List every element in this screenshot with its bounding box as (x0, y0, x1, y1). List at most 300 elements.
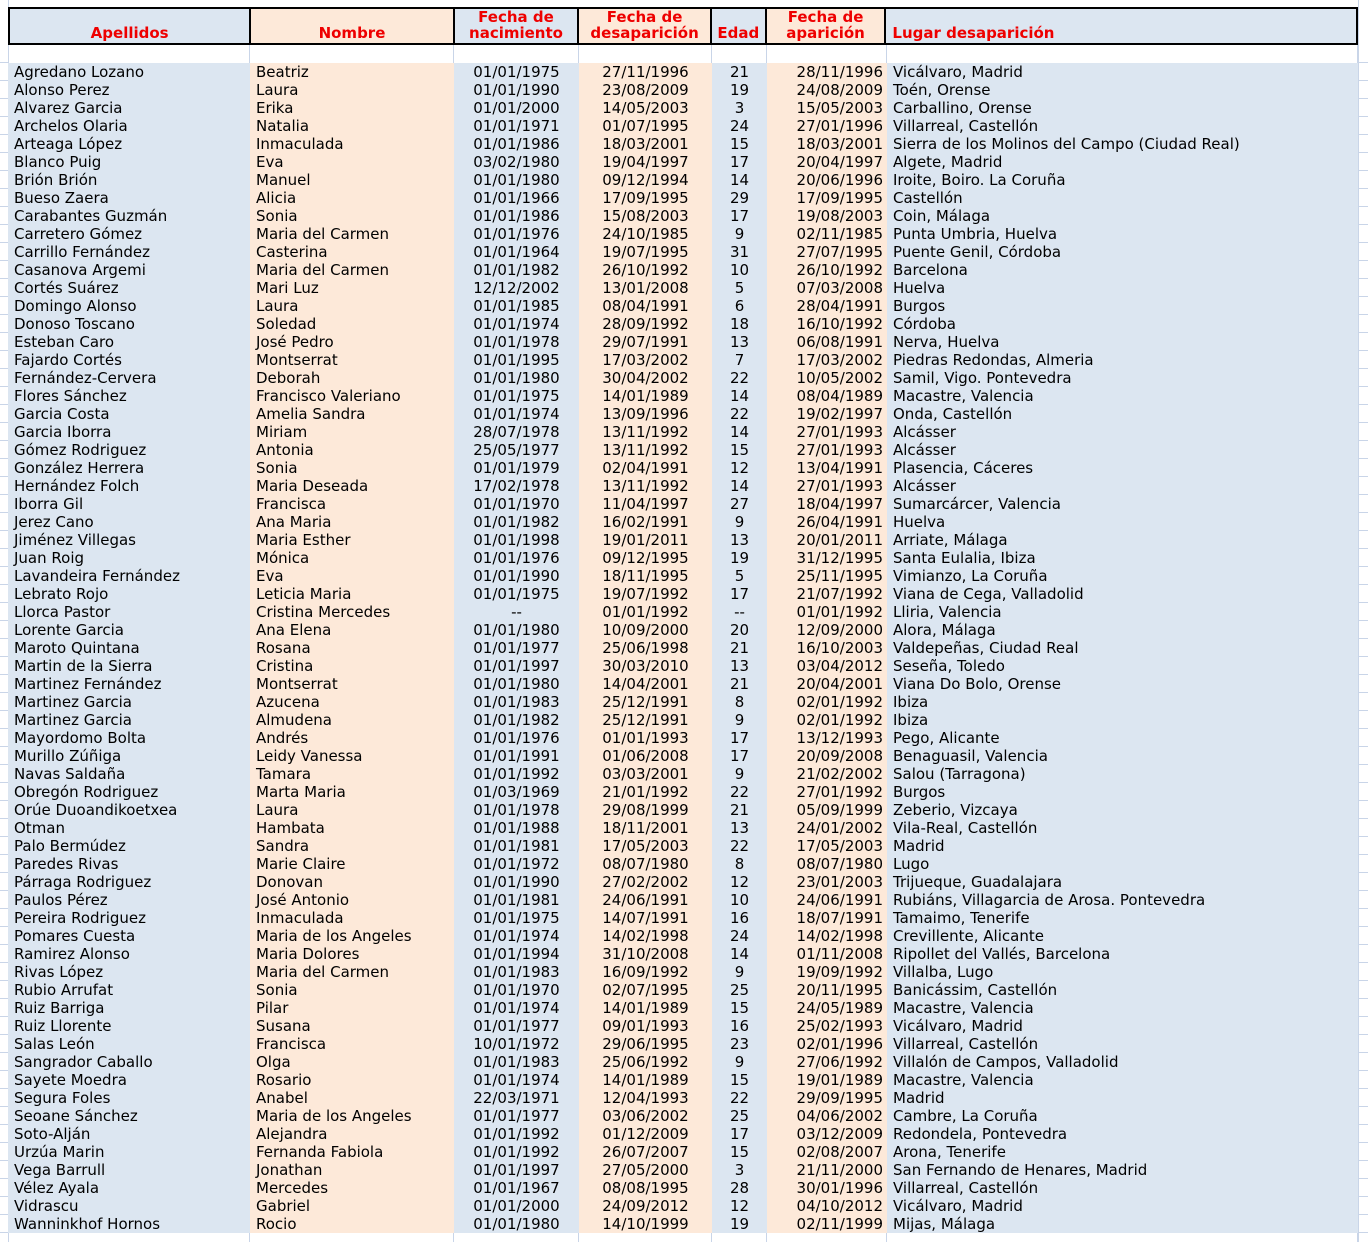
cell-fecha-nacimiento[interactable]: 01/01/1979 (454, 459, 579, 477)
cell-fecha-desaparicion[interactable]: 02/07/1995 (579, 981, 712, 999)
cell-nombre[interactable]: Maria de los Angeles (250, 927, 454, 945)
cell-fecha-aparicion[interactable]: 30/01/1996 (767, 1179, 887, 1197)
cell-lugar-desaparicion[interactable]: Salou (Tarragona) (887, 765, 1358, 783)
cell-fecha-nacimiento[interactable]: 22/03/1971 (454, 1089, 579, 1107)
cell-lugar-desaparicion[interactable]: Barcelona (887, 261, 1358, 279)
cell-edad[interactable]: 19 (712, 81, 767, 99)
cell-fecha-nacimiento[interactable]: 01/01/1992 (454, 765, 579, 783)
cell-edad[interactable]: 9 (712, 513, 767, 531)
cell-fecha-nacimiento[interactable]: 01/01/1983 (454, 693, 579, 711)
cell-fecha-nacimiento[interactable]: 01/01/2000 (454, 99, 579, 117)
cell-apellidos[interactable]: Rivas López (8, 963, 250, 981)
cell-apellidos[interactable]: Cortés Suárez (8, 279, 250, 297)
cell-fecha-nacimiento[interactable]: 01/01/1978 (454, 801, 579, 819)
cell-lugar-desaparicion[interactable]: Villalba, Lugo (887, 963, 1358, 981)
cell-fecha-desaparicion[interactable]: 25/12/1991 (579, 693, 712, 711)
cell-nombre[interactable]: Deborah (250, 369, 454, 387)
cell-fecha-desaparicion[interactable]: 03/06/2002 (579, 1107, 712, 1125)
empty-cell[interactable] (454, 45, 579, 63)
cell-fecha-nacimiento[interactable]: -- (454, 603, 579, 621)
cell-lugar-desaparicion[interactable]: Toén, Orense (887, 81, 1358, 99)
cell-apellidos[interactable]: Lebrato Rojo (8, 585, 250, 603)
cell-edad[interactable]: 21 (712, 801, 767, 819)
cell-apellidos[interactable]: Navas Saldaña (8, 765, 250, 783)
cell-nombre[interactable]: Eva (250, 567, 454, 585)
cell-apellidos[interactable]: Esteban Caro (8, 333, 250, 351)
cell-fecha-desaparicion[interactable]: 14/01/1989 (579, 387, 712, 405)
cell-edad[interactable]: 17 (712, 729, 767, 747)
cell-apellidos[interactable]: Pereira Rodriguez (8, 909, 250, 927)
cell-nombre[interactable]: Laura (250, 297, 454, 315)
cell-fecha-nacimiento[interactable]: 01/01/1990 (454, 567, 579, 585)
cell-edad[interactable]: 22 (712, 405, 767, 423)
cell-fecha-aparicion[interactable]: 06/08/1991 (767, 333, 887, 351)
cell-fecha-nacimiento[interactable]: 01/01/1997 (454, 657, 579, 675)
cell-apellidos[interactable]: Garcia Iborra (8, 423, 250, 441)
cell-fecha-nacimiento[interactable]: 01/01/1971 (454, 117, 579, 135)
cell-edad[interactable]: 29 (712, 189, 767, 207)
cell-nombre[interactable]: Montserrat (250, 675, 454, 693)
cell-apellidos[interactable]: Carrillo Fernández (8, 243, 250, 261)
cell-fecha-aparicion[interactable]: 26/04/1991 (767, 513, 887, 531)
cell-apellidos[interactable]: Carretero Gómez (8, 225, 250, 243)
cell-edad[interactable]: 9 (712, 1053, 767, 1071)
cell-fecha-aparicion[interactable]: 15/05/2003 (767, 99, 887, 117)
cell-fecha-desaparicion[interactable]: 26/10/1992 (579, 261, 712, 279)
cell-fecha-desaparicion[interactable]: 29/06/1995 (579, 1035, 712, 1053)
cell-nombre[interactable]: Laura (250, 81, 454, 99)
cell-fecha-nacimiento[interactable]: 01/01/1997 (454, 1161, 579, 1179)
cell-fecha-nacimiento[interactable]: 01/03/1969 (454, 783, 579, 801)
cell-nombre[interactable]: Francisca (250, 495, 454, 513)
cell-fecha-desaparicion[interactable]: 14/07/1991 (579, 909, 712, 927)
cell-fecha-desaparicion[interactable]: 03/03/2001 (579, 765, 712, 783)
cell-edad[interactable]: 15 (712, 1071, 767, 1089)
cell-fecha-aparicion[interactable]: 03/12/2009 (767, 1125, 887, 1143)
cell-edad[interactable]: 22 (712, 837, 767, 855)
cell-edad[interactable]: -- (712, 603, 767, 621)
cell-lugar-desaparicion[interactable]: San Fernando de Henares, Madrid (887, 1161, 1358, 1179)
cell-fecha-aparicion[interactable]: 16/10/1992 (767, 315, 887, 333)
cell-edad[interactable]: 19 (712, 1215, 767, 1233)
cell-lugar-desaparicion[interactable]: Burgos (887, 783, 1358, 801)
cell-fecha-desaparicion[interactable]: 11/04/1997 (579, 495, 712, 513)
cell-fecha-nacimiento[interactable]: 10/01/1972 (454, 1035, 579, 1053)
cell-lugar-desaparicion[interactable]: Alcásser (887, 423, 1358, 441)
cell-edad[interactable]: 17 (712, 1125, 767, 1143)
cell-edad[interactable]: 16 (712, 909, 767, 927)
cell-apellidos[interactable]: Iborra Gil (8, 495, 250, 513)
cell-fecha-nacimiento[interactable]: 01/01/1982 (454, 513, 579, 531)
column-header-edad[interactable]: Edad (712, 9, 767, 43)
cell-edad[interactable]: 15 (712, 999, 767, 1017)
cell-fecha-desaparicion[interactable]: 21/01/1992 (579, 783, 712, 801)
cell-nombre[interactable]: Jonathan (250, 1161, 454, 1179)
cell-apellidos[interactable]: Salas León (8, 1035, 250, 1053)
cell-lugar-desaparicion[interactable]: Lliria, Valencia (887, 603, 1358, 621)
cell-fecha-nacimiento[interactable]: 01/01/1977 (454, 1017, 579, 1035)
cell-fecha-desaparicion[interactable]: 31/10/2008 (579, 945, 712, 963)
cell-fecha-aparicion[interactable]: 14/02/1998 (767, 927, 887, 945)
cell-lugar-desaparicion[interactable]: Trijueque, Guadalajara (887, 873, 1358, 891)
cell-nombre[interactable]: Alejandra (250, 1125, 454, 1143)
cell-edad[interactable]: 21 (712, 675, 767, 693)
cell-fecha-desaparicion[interactable]: 16/02/1991 (579, 513, 712, 531)
cell-nombre[interactable]: Marta Maria (250, 783, 454, 801)
cell-lugar-desaparicion[interactable]: Macastre, Valencia (887, 999, 1358, 1017)
cell-lugar-desaparicion[interactable]: Ripollet del Vallés, Barcelona (887, 945, 1358, 963)
cell-fecha-nacimiento[interactable]: 01/01/1966 (454, 189, 579, 207)
cell-nombre[interactable]: Manuel (250, 171, 454, 189)
cell-lugar-desaparicion[interactable]: Villalón de Campos, Valladolid (887, 1053, 1358, 1071)
cell-nombre[interactable]: Alicia (250, 189, 454, 207)
cell-fecha-aparicion[interactable]: 24/01/2002 (767, 819, 887, 837)
cell-apellidos[interactable]: Brión Brión (8, 171, 250, 189)
cell-fecha-nacimiento[interactable]: 01/01/1970 (454, 495, 579, 513)
cell-fecha-aparicion[interactable]: 07/03/2008 (767, 279, 887, 297)
cell-fecha-aparicion[interactable]: 12/09/2000 (767, 621, 887, 639)
cell-fecha-aparicion[interactable]: 27/01/1993 (767, 441, 887, 459)
cell-lugar-desaparicion[interactable]: Madrid (887, 1089, 1358, 1107)
cell-fecha-desaparicion[interactable]: 30/03/2010 (579, 657, 712, 675)
cell-nombre[interactable]: Leticia Maria (250, 585, 454, 603)
cell-edad[interactable]: 13 (712, 657, 767, 675)
cell-fecha-desaparicion[interactable]: 13/09/1996 (579, 405, 712, 423)
cell-nombre[interactable]: José Antonio (250, 891, 454, 909)
cell-nombre[interactable]: Ana Elena (250, 621, 454, 639)
cell-fecha-aparicion[interactable]: 02/08/2007 (767, 1143, 887, 1161)
cell-lugar-desaparicion[interactable]: Córdoba (887, 315, 1358, 333)
cell-fecha-aparicion[interactable]: 01/01/1992 (767, 603, 887, 621)
cell-edad[interactable]: 28 (712, 1179, 767, 1197)
cell-nombre[interactable]: Mónica (250, 549, 454, 567)
cell-nombre[interactable]: Leidy Vanessa (250, 747, 454, 765)
cell-edad[interactable]: 19 (712, 549, 767, 567)
cell-lugar-desaparicion[interactable]: Macastre, Valencia (887, 387, 1358, 405)
cell-fecha-desaparicion[interactable]: 13/11/1992 (579, 423, 712, 441)
cell-edad[interactable]: 24 (712, 927, 767, 945)
cell-fecha-desaparicion[interactable]: 14/01/1989 (579, 999, 712, 1017)
cell-edad[interactable]: 9 (712, 711, 767, 729)
cell-apellidos[interactable]: Vélez Ayala (8, 1179, 250, 1197)
cell-edad[interactable]: 12 (712, 873, 767, 891)
cell-apellidos[interactable]: Hernández Folch (8, 477, 250, 495)
cell-edad[interactable]: 23 (712, 1035, 767, 1053)
cell-lugar-desaparicion[interactable]: Villarreal, Castellón (887, 1035, 1358, 1053)
cell-nombre[interactable]: Azucena (250, 693, 454, 711)
column-header-fecha-nacimiento[interactable]: Fecha de nacimiento (455, 9, 580, 43)
cell-nombre[interactable]: Sonia (250, 459, 454, 477)
cell-fecha-nacimiento[interactable]: 01/01/1974 (454, 927, 579, 945)
cell-fecha-aparicion[interactable]: 16/10/2003 (767, 639, 887, 657)
cell-fecha-aparicion[interactable]: 05/09/1999 (767, 801, 887, 819)
cell-edad[interactable]: 15 (712, 1143, 767, 1161)
column-header-fecha-desaparicion[interactable]: Fecha de desaparición (579, 9, 712, 43)
cell-fecha-aparicion[interactable]: 21/07/1992 (767, 585, 887, 603)
cell-nombre[interactable]: Ana Maria (250, 513, 454, 531)
cell-apellidos[interactable]: Ramirez Alonso (8, 945, 250, 963)
cell-apellidos[interactable]: Juan Roig (8, 549, 250, 567)
cell-edad[interactable]: 17 (712, 585, 767, 603)
cell-apellidos[interactable]: Paredes Rivas (8, 855, 250, 873)
cell-fecha-aparicion[interactable]: 24/06/1991 (767, 891, 887, 909)
cell-lugar-desaparicion[interactable]: Villarreal, Castellón (887, 1179, 1358, 1197)
cell-nombre[interactable]: Amelia Sandra (250, 405, 454, 423)
cell-fecha-nacimiento[interactable]: 01/01/1976 (454, 729, 579, 747)
cell-apellidos[interactable]: Arteaga López (8, 135, 250, 153)
cell-fecha-aparicion[interactable]: 29/09/1995 (767, 1089, 887, 1107)
cell-lugar-desaparicion[interactable]: Arriate, Málaga (887, 531, 1358, 549)
cell-fecha-aparicion[interactable]: 27/01/1996 (767, 117, 887, 135)
cell-fecha-nacimiento[interactable]: 01/01/1982 (454, 711, 579, 729)
cell-edad[interactable]: 14 (712, 423, 767, 441)
column-header-apellidos[interactable]: Apellidos (10, 9, 251, 43)
cell-fecha-nacimiento[interactable]: 01/01/1992 (454, 1125, 579, 1143)
cell-apellidos[interactable]: Maroto Quintana (8, 639, 250, 657)
cell-apellidos[interactable]: Urzúa Marin (8, 1143, 250, 1161)
cell-edad[interactable]: 25 (712, 1107, 767, 1125)
empty-cell[interactable] (8, 1233, 250, 1242)
cell-fecha-nacimiento[interactable]: 01/01/1964 (454, 243, 579, 261)
cell-nombre[interactable]: Sonia (250, 207, 454, 225)
cell-nombre[interactable]: Gabriel (250, 1197, 454, 1215)
cell-lugar-desaparicion[interactable]: Banicássim, Castellón (887, 981, 1358, 999)
cell-fecha-nacimiento[interactable]: 01/01/1986 (454, 207, 579, 225)
cell-fecha-nacimiento[interactable]: 01/01/1991 (454, 747, 579, 765)
cell-fecha-aparicion[interactable]: 20/11/1995 (767, 981, 887, 999)
cell-fecha-aparicion[interactable]: 23/01/2003 (767, 873, 887, 891)
cell-fecha-aparicion[interactable]: 18/04/1997 (767, 495, 887, 513)
cell-apellidos[interactable]: Obregón Rodriguez (8, 783, 250, 801)
cell-fecha-nacimiento[interactable]: 01/01/1975 (454, 63, 579, 81)
cell-fecha-desaparicion[interactable]: 09/01/1993 (579, 1017, 712, 1035)
cell-fecha-desaparicion[interactable]: 18/03/2001 (579, 135, 712, 153)
cell-lugar-desaparicion[interactable]: Ibiza (887, 693, 1358, 711)
cell-lugar-desaparicion[interactable]: Lugo (887, 855, 1358, 873)
cell-edad[interactable]: 21 (712, 63, 767, 81)
cell-nombre[interactable]: Susana (250, 1017, 454, 1035)
cell-fecha-desaparicion[interactable]: 24/09/2012 (579, 1197, 712, 1215)
cell-fecha-aparicion[interactable]: 19/08/2003 (767, 207, 887, 225)
cell-fecha-desaparicion[interactable]: 01/12/2009 (579, 1125, 712, 1143)
cell-edad[interactable]: 13 (712, 531, 767, 549)
cell-nombre[interactable]: Miriam (250, 423, 454, 441)
cell-lugar-desaparicion[interactable]: Huelva (887, 513, 1358, 531)
cell-lugar-desaparicion[interactable]: Santa Eulalia, Ibiza (887, 549, 1358, 567)
cell-fecha-desaparicion[interactable]: 14/05/2003 (579, 99, 712, 117)
empty-cell[interactable] (579, 1233, 712, 1242)
cell-lugar-desaparicion[interactable]: Benaguasil, Valencia (887, 747, 1358, 765)
cell-apellidos[interactable]: Paulos Pérez (8, 891, 250, 909)
cell-edad[interactable]: 25 (712, 981, 767, 999)
cell-fecha-aparicion[interactable]: 20/04/1997 (767, 153, 887, 171)
cell-apellidos[interactable]: Lavandeira Fernández (8, 567, 250, 585)
cell-nombre[interactable]: Almudena (250, 711, 454, 729)
cell-edad[interactable]: 5 (712, 279, 767, 297)
empty-cell[interactable] (250, 45, 454, 63)
column-header-nombre[interactable]: Nombre (251, 9, 454, 43)
cell-fecha-nacimiento[interactable]: 01/01/2000 (454, 1197, 579, 1215)
cell-lugar-desaparicion[interactable]: Vicálvaro, Madrid (887, 1197, 1358, 1215)
cell-apellidos[interactable]: Jiménez Villegas (8, 531, 250, 549)
cell-edad[interactable]: 31 (712, 243, 767, 261)
empty-cell[interactable] (250, 1233, 454, 1242)
cell-nombre[interactable]: Maria Esther (250, 531, 454, 549)
cell-fecha-desaparicion[interactable]: 15/08/2003 (579, 207, 712, 225)
cell-nombre[interactable]: Fernanda Fabiola (250, 1143, 454, 1161)
cell-nombre[interactable]: Hambata (250, 819, 454, 837)
cell-lugar-desaparicion[interactable]: Samil, Vigo. Pontevedra (887, 369, 1358, 387)
cell-lugar-desaparicion[interactable]: Iroite, Boiro. La Coruña (887, 171, 1358, 189)
cell-fecha-desaparicion[interactable]: 09/12/1995 (579, 549, 712, 567)
cell-fecha-nacimiento[interactable]: 01/01/1986 (454, 135, 579, 153)
cell-fecha-desaparicion[interactable]: 18/11/1995 (579, 567, 712, 585)
cell-apellidos[interactable]: Fernández-Cervera (8, 369, 250, 387)
cell-apellidos[interactable]: Flores Sánchez (8, 387, 250, 405)
cell-nombre[interactable]: José Pedro (250, 333, 454, 351)
cell-lugar-desaparicion[interactable]: Coin, Málaga (887, 207, 1358, 225)
cell-lugar-desaparicion[interactable]: Vicálvaro, Madrid (887, 1017, 1358, 1035)
cell-nombre[interactable]: Mari Luz (250, 279, 454, 297)
cell-edad[interactable]: 12 (712, 459, 767, 477)
cell-apellidos[interactable]: Murillo Zúñiga (8, 747, 250, 765)
cell-fecha-aparicion[interactable]: 13/12/1993 (767, 729, 887, 747)
cell-edad[interactable]: 10 (712, 261, 767, 279)
cell-fecha-aparicion[interactable]: 27/07/1995 (767, 243, 887, 261)
cell-fecha-aparicion[interactable]: 27/01/1992 (767, 783, 887, 801)
cell-fecha-nacimiento[interactable]: 01/01/1980 (454, 1215, 579, 1233)
cell-lugar-desaparicion[interactable]: Onda, Castellón (887, 405, 1358, 423)
cell-fecha-aparicion[interactable]: 08/04/1989 (767, 387, 887, 405)
cell-fecha-desaparicion[interactable]: 17/09/1995 (579, 189, 712, 207)
cell-fecha-nacimiento[interactable]: 01/01/1977 (454, 639, 579, 657)
cell-lugar-desaparicion[interactable]: Macastre, Valencia (887, 1071, 1358, 1089)
cell-lugar-desaparicion[interactable]: Mijas, Málaga (887, 1215, 1358, 1233)
cell-nombre[interactable]: Marie Claire (250, 855, 454, 873)
empty-cell[interactable] (8, 45, 250, 63)
cell-apellidos[interactable]: Lorente Garcia (8, 621, 250, 639)
cell-apellidos[interactable]: González Herrera (8, 459, 250, 477)
cell-nombre[interactable]: Eva (250, 153, 454, 171)
cell-nombre[interactable]: Pilar (250, 999, 454, 1017)
cell-fecha-aparicion[interactable]: 21/11/2000 (767, 1161, 887, 1179)
cell-fecha-aparicion[interactable]: 03/04/2012 (767, 657, 887, 675)
cell-fecha-desaparicion[interactable]: 27/02/2002 (579, 873, 712, 891)
cell-fecha-nacimiento[interactable]: 01/01/1975 (454, 387, 579, 405)
cell-nombre[interactable]: Donovan (250, 873, 454, 891)
cell-edad[interactable]: 16 (712, 1017, 767, 1035)
cell-fecha-desaparicion[interactable]: 01/01/1992 (579, 603, 712, 621)
cell-fecha-desaparicion[interactable]: 19/07/1995 (579, 243, 712, 261)
cell-fecha-aparicion[interactable]: 18/07/1991 (767, 909, 887, 927)
cell-fecha-aparicion[interactable]: 17/05/2003 (767, 837, 887, 855)
cell-lugar-desaparicion[interactable]: Alcásser (887, 477, 1358, 495)
empty-cell[interactable] (887, 1233, 1358, 1242)
cell-fecha-nacimiento[interactable]: 01/01/1976 (454, 225, 579, 243)
cell-fecha-desaparicion[interactable]: 26/07/2007 (579, 1143, 712, 1161)
cell-lugar-desaparicion[interactable]: Rubiáns, Villagarcia de Arosa. Pontevedra (887, 891, 1358, 909)
cell-lugar-desaparicion[interactable]: Alcásser (887, 441, 1358, 459)
cell-lugar-desaparicion[interactable]: Sumarcárcer, Valencia (887, 495, 1358, 513)
cell-apellidos[interactable]: Agredano Lozano (8, 63, 250, 81)
cell-nombre[interactable]: Antonia (250, 441, 454, 459)
cell-fecha-nacimiento[interactable]: 01/01/1978 (454, 333, 579, 351)
cell-lugar-desaparicion[interactable]: Castellón (887, 189, 1358, 207)
cell-fecha-nacimiento[interactable]: 01/01/1974 (454, 405, 579, 423)
cell-apellidos[interactable]: Casanova Argemi (8, 261, 250, 279)
cell-fecha-desaparicion[interactable]: 27/11/1996 (579, 63, 712, 81)
cell-fecha-desaparicion[interactable]: 08/04/1991 (579, 297, 712, 315)
cell-fecha-desaparicion[interactable]: 14/02/1998 (579, 927, 712, 945)
cell-lugar-desaparicion[interactable]: Valdepeñas, Ciudad Real (887, 639, 1358, 657)
cell-fecha-aparicion[interactable]: 28/04/1991 (767, 297, 887, 315)
cell-fecha-nacimiento[interactable]: 01/01/1980 (454, 369, 579, 387)
cell-nombre[interactable]: Soledad (250, 315, 454, 333)
cell-fecha-aparicion[interactable]: 25/11/1995 (767, 567, 887, 585)
cell-apellidos[interactable]: Alonso Perez (8, 81, 250, 99)
cell-fecha-aparicion[interactable]: 02/01/1992 (767, 711, 887, 729)
cell-apellidos[interactable]: Alvarez Garcia (8, 99, 250, 117)
cell-lugar-desaparicion[interactable]: Plasencia, Cáceres (887, 459, 1358, 477)
cell-apellidos[interactable]: Vega Barrull (8, 1161, 250, 1179)
cell-edad[interactable]: 14 (712, 387, 767, 405)
cell-fecha-nacimiento[interactable]: 01/01/1980 (454, 171, 579, 189)
cell-fecha-aparicion[interactable]: 26/10/1992 (767, 261, 887, 279)
cell-fecha-desaparicion[interactable]: 18/11/2001 (579, 819, 712, 837)
cell-fecha-nacimiento[interactable]: 01/01/1983 (454, 1053, 579, 1071)
cell-nombre[interactable]: Casterina (250, 243, 454, 261)
cell-edad[interactable]: 14 (712, 945, 767, 963)
cell-fecha-desaparicion[interactable]: 17/05/2003 (579, 837, 712, 855)
cell-fecha-desaparicion[interactable]: 14/04/2001 (579, 675, 712, 693)
cell-fecha-aparicion[interactable]: 21/02/2002 (767, 765, 887, 783)
cell-fecha-aparicion[interactable]: 18/03/2001 (767, 135, 887, 153)
cell-nombre[interactable]: Sonia (250, 981, 454, 999)
cell-fecha-aparicion[interactable]: 04/06/2002 (767, 1107, 887, 1125)
cell-fecha-nacimiento[interactable]: 25/05/1977 (454, 441, 579, 459)
cell-apellidos[interactable]: Donoso Toscano (8, 315, 250, 333)
cell-fecha-desaparicion[interactable]: 16/09/1992 (579, 963, 712, 981)
cell-apellidos[interactable]: Ruiz Barriga (8, 999, 250, 1017)
cell-nombre[interactable]: Tamara (250, 765, 454, 783)
cell-apellidos[interactable]: Wanninkhof Hornos (8, 1215, 250, 1233)
cell-edad[interactable]: 15 (712, 441, 767, 459)
cell-lugar-desaparicion[interactable]: Piedras Redondas, Almeria (887, 351, 1358, 369)
cell-fecha-nacimiento[interactable]: 01/01/1974 (454, 1071, 579, 1089)
cell-edad[interactable]: 12 (712, 1197, 767, 1215)
cell-fecha-aparicion[interactable]: 02/01/1996 (767, 1035, 887, 1053)
cell-fecha-aparicion[interactable]: 24/08/2009 (767, 81, 887, 99)
cell-lugar-desaparicion[interactable]: Carballino, Orense (887, 99, 1358, 117)
cell-edad[interactable]: 6 (712, 297, 767, 315)
cell-lugar-desaparicion[interactable]: Puente Genil, Córdoba (887, 243, 1358, 261)
cell-fecha-desaparicion[interactable]: 13/01/2008 (579, 279, 712, 297)
cell-fecha-aparicion[interactable]: 19/02/1997 (767, 405, 887, 423)
cell-fecha-desaparicion[interactable]: 14/10/1999 (579, 1215, 712, 1233)
cell-apellidos[interactable]: Martinez Fernández (8, 675, 250, 693)
cell-nombre[interactable]: Maria del Carmen (250, 225, 454, 243)
cell-fecha-desaparicion[interactable]: 17/03/2002 (579, 351, 712, 369)
cell-fecha-desaparicion[interactable]: 29/08/1999 (579, 801, 712, 819)
cell-apellidos[interactable]: Seoane Sánchez (8, 1107, 250, 1125)
cell-edad[interactable]: 24 (712, 117, 767, 135)
cell-fecha-aparicion[interactable]: 28/11/1996 (767, 63, 887, 81)
cell-nombre[interactable]: Rocio (250, 1215, 454, 1233)
empty-cell[interactable] (767, 1233, 887, 1242)
cell-fecha-desaparicion[interactable]: 09/12/1994 (579, 171, 712, 189)
cell-lugar-desaparicion[interactable]: Sierra de los Molinos del Campo (Ciudad Real) (887, 135, 1358, 153)
cell-lugar-desaparicion[interactable]: Seseña, Toledo (887, 657, 1358, 675)
